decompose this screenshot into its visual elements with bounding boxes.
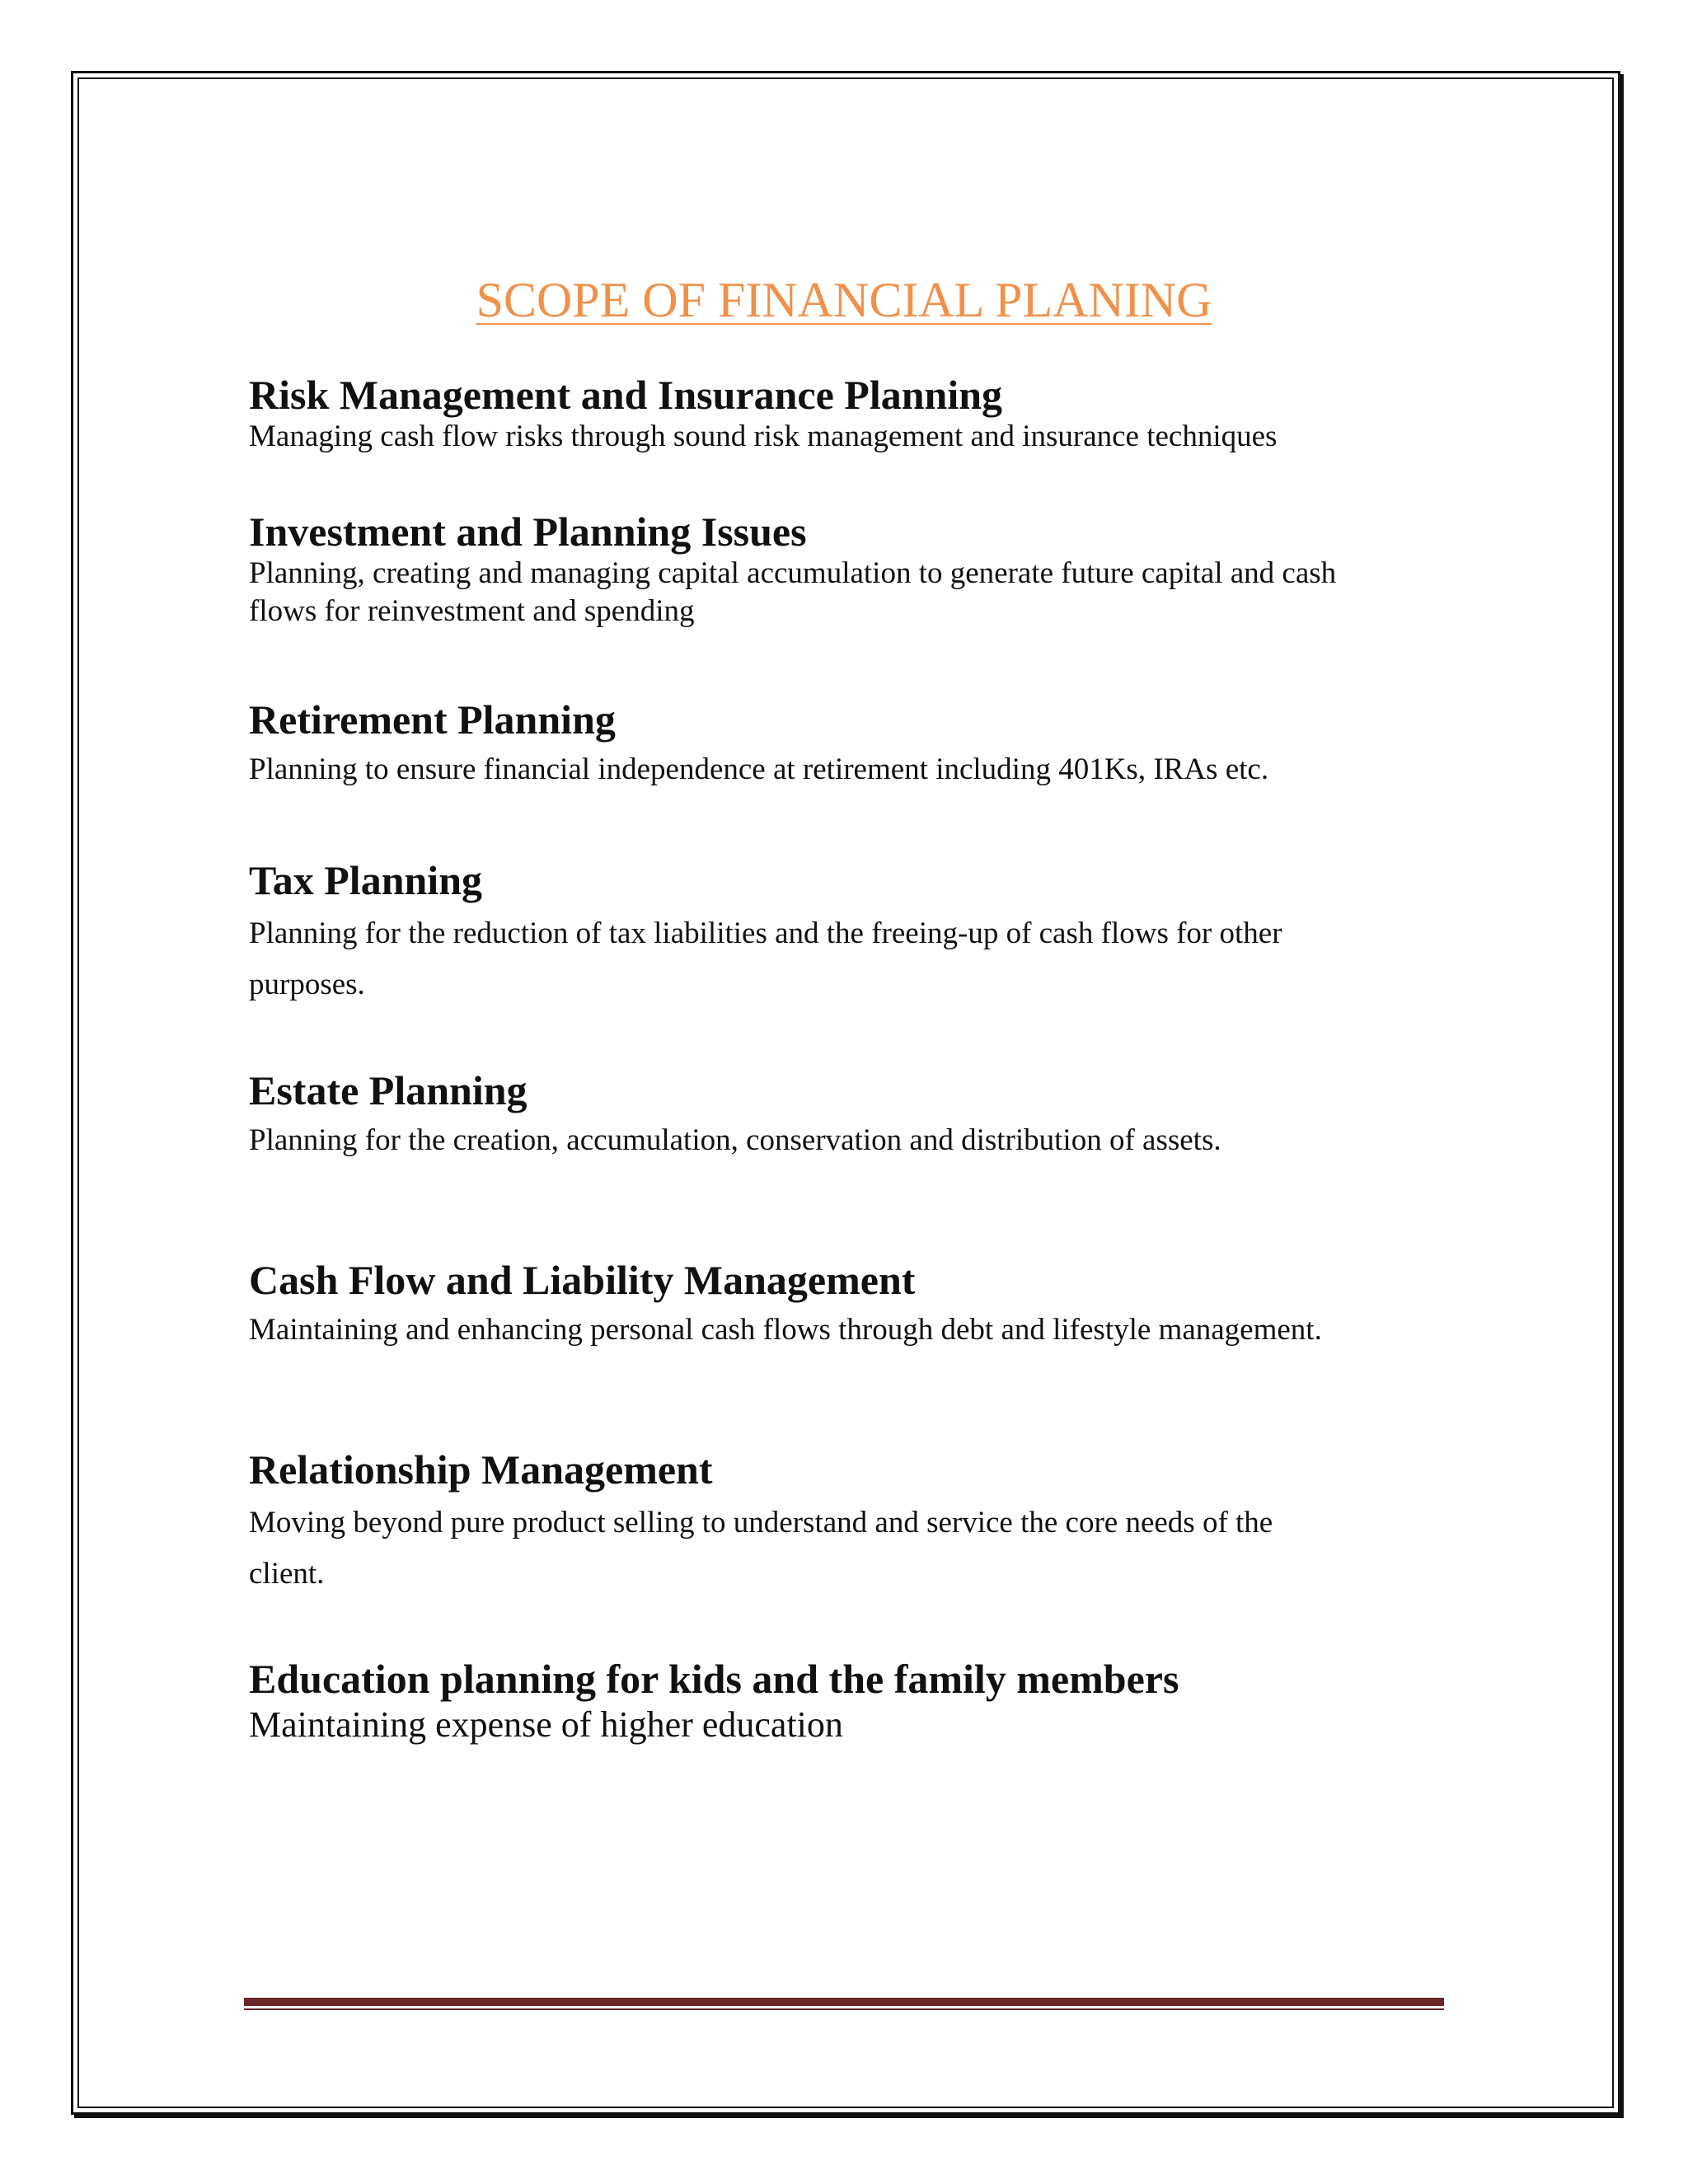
section-heading: Estate Planning [249, 1067, 528, 1113]
section-description: Managing cash flow risks through sound risk management and insurance techniques [249, 419, 1278, 453]
section-description: Planning for the creation, accumulation, conservation and distribution of assets. [249, 1123, 1221, 1157]
section-description-line-1: Moving beyond pure product selling to understand and service the core needs of the [249, 1506, 1273, 1540]
section-description-line-2: client. [249, 1557, 325, 1591]
page-title: SCOPE OF FINANCIAL PLANING [476, 273, 1212, 327]
section-heading: Cash Flow and Liability Management [249, 1257, 916, 1303]
section-description: Maintaining and enhancing personal cash flows through debt and lifestyle management. [249, 1313, 1322, 1347]
section-description-line-1: Planning, creating and managing capital accumulation to generate future capital and cash [249, 556, 1337, 590]
section-description: Planning to ensure financial independence at retirement including 401Ks, IRAs etc. [249, 752, 1269, 786]
section-estate-planning [249, 1068, 1452, 1160]
section-investment-planning [249, 509, 1452, 631]
section-retirement-planning [249, 697, 1452, 789]
section-relationship-management [249, 1447, 1452, 1600]
section-heading: Retirement Planning [249, 696, 616, 743]
section-risk-management [249, 373, 1452, 456]
section-cash-flow-management [249, 1258, 1452, 1349]
section-heading: Relationship Management [249, 1446, 713, 1493]
section-heading: Risk Management and Insurance Planning [249, 372, 1003, 418]
section-heading: Tax Planning [249, 857, 483, 903]
section-description: Maintaining expense of higher education [249, 1704, 843, 1745]
section-description-line-2: flows for reinvestment and spending [249, 594, 695, 629]
footer-rule-thin [244, 2008, 1444, 2010]
section-description-line-2: purposes. [249, 968, 365, 1002]
section-heading: Investment and Planning Issues [249, 509, 807, 555]
section-education-planning [249, 1657, 1452, 1747]
footer-rule [244, 1998, 1444, 2006]
section-heading: Education planning for kids and the family members [249, 1656, 1179, 1702]
section-tax-planning [249, 858, 1452, 1010]
section-description-line-1: Planning for the reduction of tax liabilities and the freeing-up of cash flows for other [249, 916, 1282, 950]
